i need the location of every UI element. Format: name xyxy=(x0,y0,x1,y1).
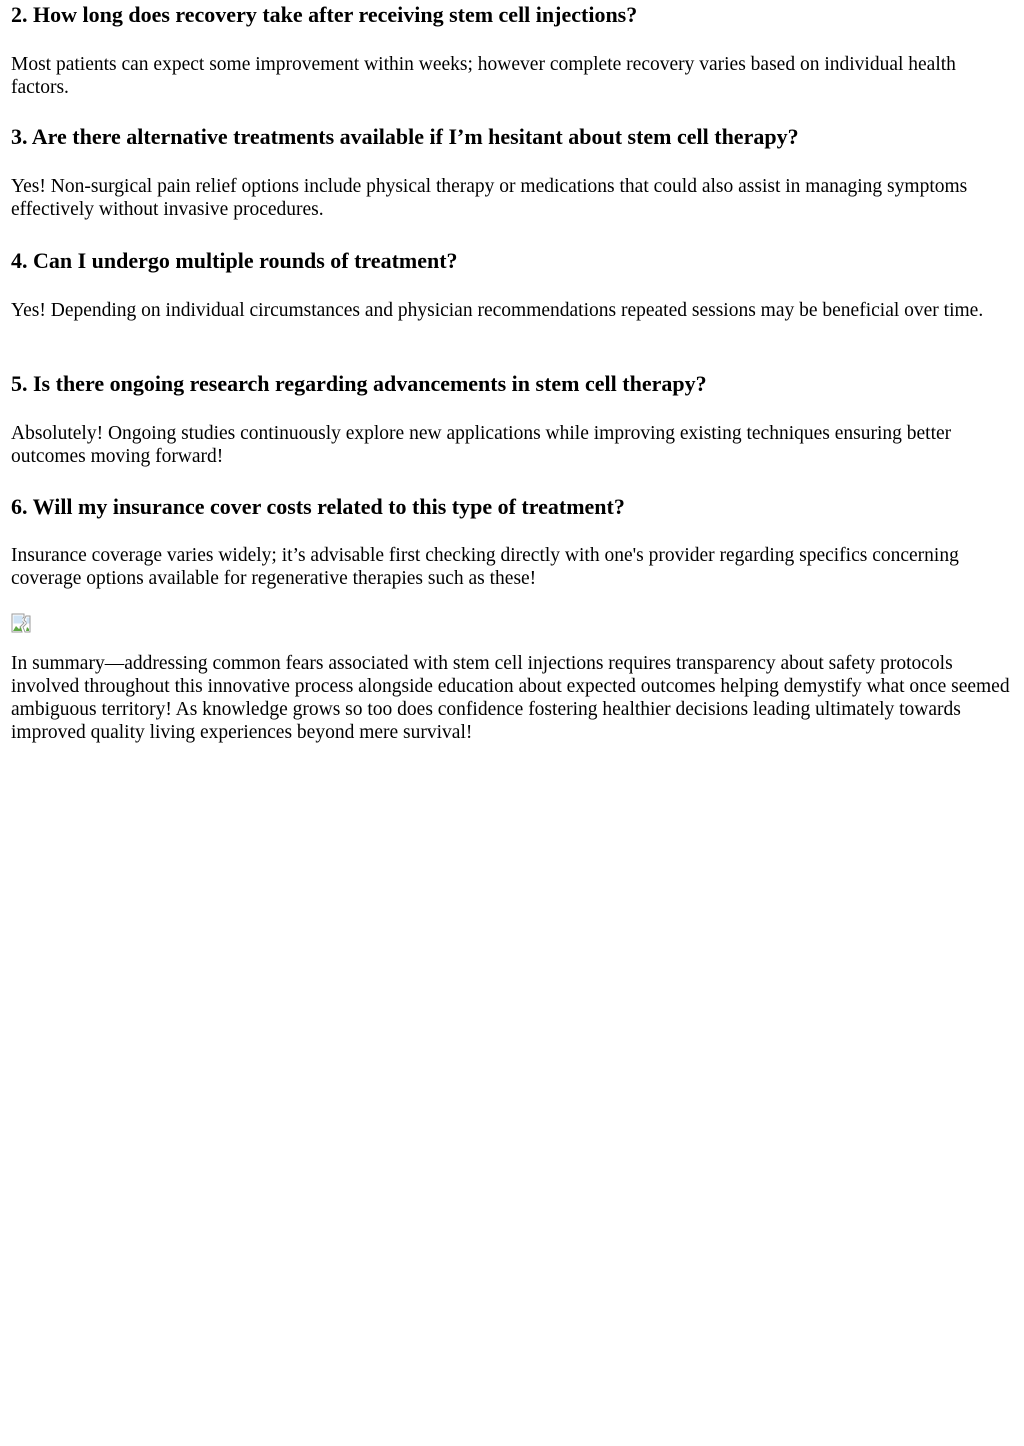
faq-question-6: 6. Will my insurance cover costs related to this type of treatment? xyxy=(11,494,625,519)
faq-answer-6: Insurance coverage varies widely; it’s advisable first checking directly with one's provider regarding specifics concerning coverage options available for regenerative therapies such as these! xyxy=(11,545,959,589)
faq-answer-2: Most patients can expect some improvement within weeks; however complete recovery varies based on individual health factors. xyxy=(11,54,956,98)
faq-question-5: 5. Is there ongoing research regarding advancements in stem cell therapy? xyxy=(11,371,707,396)
summary-paragraph: In summary—addressing common fears associated with stem cell injections requires transparency about safety protocols involved throughout this innovative process alongside education about expected outcomes helping demystify what once seemed ambiguous territory! As knowledge grows so too does confidence fostering healthier decisions leading ultimately towards improved quality living experiences beyond mere survival! xyxy=(11,653,1010,743)
faq-question-2: 2. How long does recovery take after receiving stem cell injections? xyxy=(11,2,638,27)
faq-answer-3: Yes! Non-surgical pain relief options include physical therapy or medications that could also assist in managing symptoms effectively without invasive procedures. xyxy=(11,176,968,220)
faq-question-3: 3. Are there alternative treatments available if I’m hesitant about stem cell therapy? xyxy=(11,124,799,149)
faq-question-4: 4. Can I undergo multiple rounds of treatment? xyxy=(11,248,458,273)
broken-image-icon xyxy=(11,613,31,633)
faq-answer-5: Absolutely! Ongoing studies continuously explore new applications while improving existing techniques ensuring better outcomes moving forward! xyxy=(11,423,952,467)
faq-answer-4: Yes! Depending on individual circumstances and physician recommendations repeated sessions may be beneficial over time. xyxy=(11,300,984,321)
